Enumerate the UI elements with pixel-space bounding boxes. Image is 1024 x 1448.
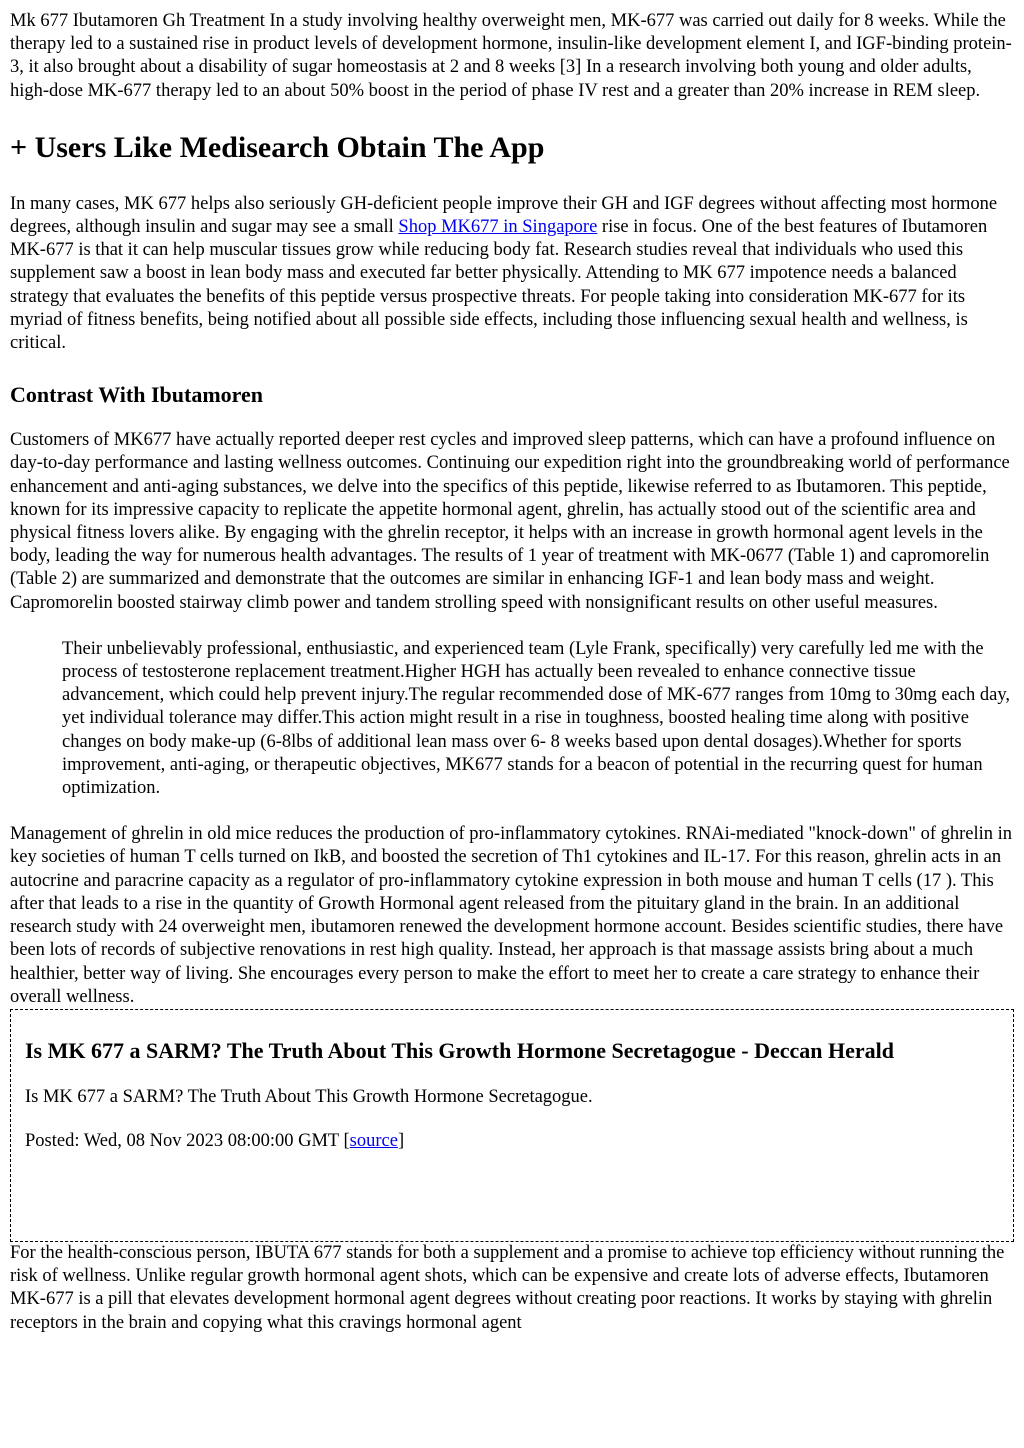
shop-mk677-link[interactable]: Shop MK677 in Singapore <box>398 217 598 238</box>
section-heading-medisearch: + Users Like Medisearch Obtain The App <box>10 130 545 164</box>
news-summary: Is MK 677 a SARM? The Truth About This Growth Hormone Secretagogue. <box>25 1086 593 1107</box>
news-title: Is MK 677 a SARM? The Truth About This Growth Hormone Secretagogue - Deccan Herald <box>25 1037 894 1063</box>
section2-paragraph: Customers of MK677 have actually reported deeper rest cycles and improved sleep patterns, which can have a profound influence on day-to-day performance and lasting wellness outcomes. Continuing our expedition right into the groundbreaking world of performance enhancement and anti-aging substances, we delve into the specifics of this peptide, likewise referred to as Ibutamoren. This peptide, known for its impressive capacity to replicate the appetite hormonal agent, ghrelin, has actually stood out of the scientific area and physical fitness lovers alike. By engaging with the ghrelin receptor, it helps with an increase in growth hormonal agent levels in the body, leading the way for numerous health advantages. The results of 1 year of treatment with MK-0677 (Table 1) and capromorelin (Table 2) are summarized and demonstrate that the outcomes are similar in enhancing IGF-1 and lean body mass and weight. Capromorelin boosted stairway climb power and tandem strolling speed with nonsignificant results on other useful measures. <box>10 430 1010 613</box>
news-posted-close: ] <box>397 1131 405 1152</box>
testimonial-blockquote: Their unbelievably professional, enthusiastic, and experienced team (Lyle Frank, specifically) very carefully led me with the process of testosterone replacement treatment.Higher HGH has actually been revealed to enhance connective tissue advancement, which could help prevent injury.The regular recommended dose of MK-677 ranges from 10mg to 30mg each day, yet individual tolerance may differ.This action might result in a rise in toughness, boosted healing time along with positive changes on body make-up (6-8lbs of additional lean mass over 6- 8 weeks based upon dental dosages).Whether for sports improvement, anti-aging, or therapeutic objectives, MK677 stands for a beacon of potential in the recurring quest for human optimization. <box>62 638 1010 799</box>
news-source-link[interactable]: source <box>349 1131 398 1152</box>
section-heading-contrast: Contrast With Ibutamoren <box>10 382 264 408</box>
section1-text-after-link: rise in focus. One of the best features of Ibutamoren MK-677 is that it can help muscular tissues grow while reducing body fat. Research studies reveal that individuals who used this supplement saw a boost in lean body mass and executed far better physically. Attending to MK 677 impotence needs a balanced strategy that evaluates the benefits of this peptide versus prospective threats. For people taking into consideration MK-677 for its myriad of fitness benefits, being notified about all possible side effects, including those influencing sexual health and wellness, is critical. <box>10 217 988 354</box>
section1-paragraph <box>10 193 1014 355</box>
section2-paragraph-2: Management of ghrelin in old mice reduces the production of pro-inflammatory cytokines. RNAi-mediated "knock-down" of ghrelin in key societies of human T cells turned on IkB, and boosted the secretion of Th1 cytokines and IL-17. For this reason, ghrelin acts in an autocrine and paracrine capacity as a regulator of pro-inflammatory cytokine expression in both mouse and human T cells (17 ). This after that leads to a rise in the quantity of Growth Hormonal agent released from the pituitary gland in the brain. In an additional research study with 24 overweight men, ibutamoren renewed the development hormone account. Besides scientific studies, there have been lots of records of subjective renovations in rest high quality. Instead, her approach is that massage assists bring about a much healthier, better way of living. She encourages every person to make the effort to meet her to create a care strategy to enhance their overall wellness. <box>10 824 1013 1007</box>
news-posted-line <box>25 1130 999 1153</box>
news-embed-box <box>10 1009 1014 1242</box>
news-posted-date: Posted: Wed, 08 Nov 2023 08:00:00 GMT [ <box>25 1131 350 1152</box>
intro-paragraph: Mk 677 Ibutamoren Gh Treatment In a study involving healthy overweight men, MK-677 was carried out daily for 8 weeks. While the therapy led to a sustained rise in product levels of development hormone, insulin-like development element I, and IGF-binding protein-3, it also brought about a disability of sugar homeostasis at 2 and 8 weeks [3] In a research involving both young and older adults, high-dose MK-677 therapy led to an about 50% boost in the period of phase IV rest and a greater than 20% increase in REM sleep. <box>10 11 1012 101</box>
closing-paragraph: For the health-conscious person, IBUTA 677 stands for both a supplement and a promise to achieve top efficiency without running the risk of wellness. Unlike regular growth hormonal agent shots, which can be expensive and create lots of adverse effects, Ibutamoren MK-677 is a pill that elevates development hormonal agent degrees without creating poor reactions. It works by staying with ghrelin receptors in the brain and copying what this cravings hormonal agent <box>10 1242 1005 1333</box>
section1-text-before-link: In many cases, MK 677 helps also seriously GH-deficient people improve their GH and IGF degrees without affecting most hormone degrees, although insulin and sugar may see a small <box>10 193 998 238</box>
